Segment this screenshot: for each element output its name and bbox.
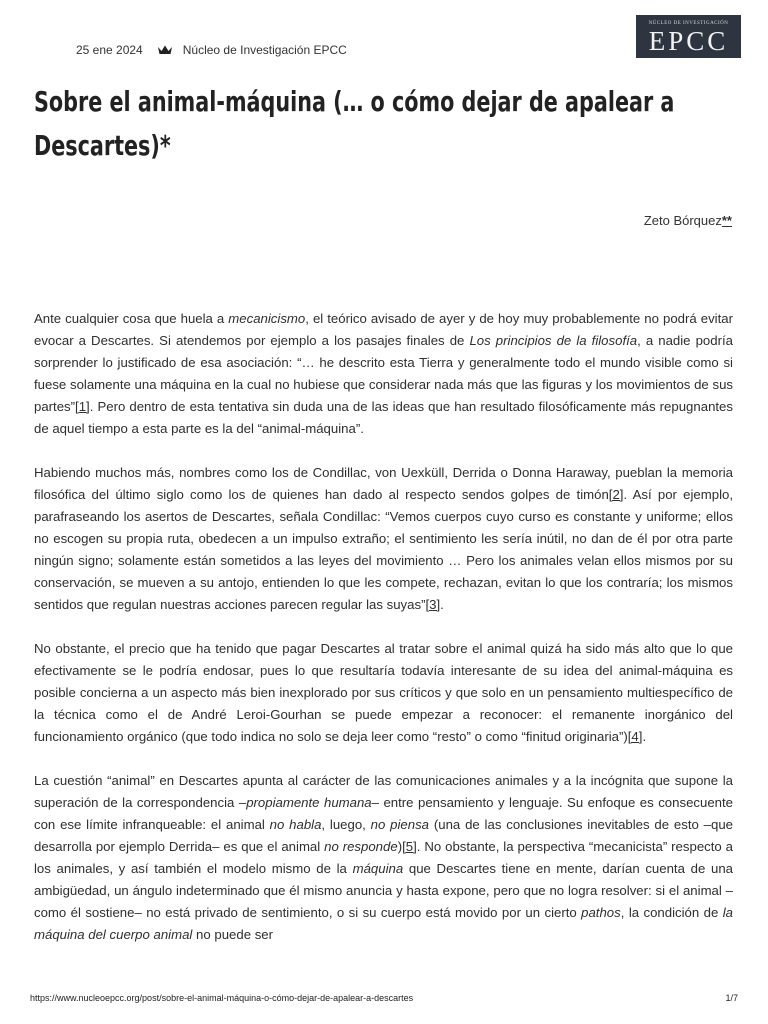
print-footer xyxy=(30,993,738,1003)
post-meta xyxy=(76,43,347,57)
article-body xyxy=(34,308,733,968)
paragraph-2 xyxy=(34,462,733,616)
footnote-link-2[interactable]: [2] xyxy=(608,487,624,502)
text-span: No obstante, el precio que ha tenido que pagar Descartes al tratar sobre el animal quizá ha sido más alto que lo que efectivamente se le podría endosar, pues lo que resultaría todavía interesante de su idea del animal-máquina es posible concierna a un aspecto más bien inexplorado por sus críticos y que solo en un pensamiento multiespecífico de la técnica como el de André Leroi-Gourhan se puede empezar a reconocer: el remanente inorgánico del funcionamiento orgánico (que todo indica no solo se deja leer como “resto” o como “finitud originaria”) xyxy=(34,641,733,744)
logo-big-text: EPCC xyxy=(648,26,729,56)
italic-text: no piensa xyxy=(370,817,430,832)
text-span: . xyxy=(642,729,647,744)
italic-text: mecanicismo xyxy=(228,311,306,326)
crown-icon xyxy=(157,44,173,56)
italic-text: la máquina del cuerpo animal xyxy=(34,905,733,942)
author-name: Zeto Bórquez xyxy=(643,213,722,228)
text-span: entre pensamiento y lenguaje. Su enfoque es consecuente con ese límite infranqueable: el animal xyxy=(34,795,733,832)
text-span: . Pero dentro de esta tentativa sin duda una de las ideas que han resultado filosóficamente más repugnantes de aquel tiempo a esta parte es la del “animal-máquina”. xyxy=(34,399,733,436)
publisher-link[interactable]: Núcleo de Investigación EPCC xyxy=(182,43,347,57)
page-url: https://www.nucleoepcc.org/post/sobre-el-animal-máquina-o-cómo-dejar-de-apalear-a-descartes xyxy=(30,993,414,1003)
paragraph-3 xyxy=(34,638,733,748)
footnote-link-3[interactable]: [3] xyxy=(425,597,441,612)
page-number: 1/7 xyxy=(725,993,738,1003)
footnote-link-1[interactable]: [1] xyxy=(75,399,90,414)
text-span: que Descartes tiene en mente, darían cuenta de una ambigüedad, un ángulo indeterminado que él mismo anuncia y hasta expone, pero que no logra resolver: si el animal –como él sostiene– no está privado de sentimiento, o si su cuerpo está movido por un cierto xyxy=(34,861,733,920)
text-span: (una de las conclusiones inevitables de esto –que desarrolla por ejemplo Derrida– es que el animal xyxy=(34,817,733,854)
page-title: Sobre el animal-máquina (… o cómo dejar de apalear a Descartes)* xyxy=(34,85,675,162)
text-span: ) xyxy=(397,839,403,854)
text-span: . Así por ejemplo, parafraseando los asertos de Descartes, señala Condillac: “Vemos cuerpos cuyo curso es constante y uniforme; ellos no escogen su propia ruta, obedecen a un impulso extraño; el sentimiento les sería inútil, no dan de él por otra parte ningún signo; solamente están sometidos a las leyes del movimiento … Pero los animales velan ellos mismos por su conservación, se mueven a su antojo, entienden lo que les compete, rechazan, evitan lo que los contraría; los mismos sentidos que regulan nuestras acciones parecen regular las suyas” xyxy=(34,487,733,612)
text-span: La cuestión “animal” en Descartes apunta al carácter de las comunicaciones animales y a la incógnita que supone la superación de la correspondencia xyxy=(34,773,733,810)
text-span: Ante cualquier cosa que huela a xyxy=(34,311,229,326)
text-span: Habiendo muchos más, nombres como los de Condillac, von Uexküll, Derrida o Donna Haraway, pueblan la memoria filosófica del último siglo como los de quienes han dado al respecto sendos golpes de timón xyxy=(34,465,733,502)
text-span: , la condición de xyxy=(620,905,723,920)
post-date: 25 ene 2024 xyxy=(76,43,143,57)
author-footnote-link[interactable]: ** xyxy=(721,213,732,228)
author-line xyxy=(644,213,732,228)
footnote-link-4[interactable]: [4] xyxy=(627,729,643,744)
paragraph-1 xyxy=(34,308,733,440)
paragraph-4 xyxy=(34,770,733,946)
epcc-logo[interactable] xyxy=(636,15,741,58)
text-span: , a nadie podría sorprender lo justificado de esa asociación: “… he descrito esta Tierra y generalmente todo el mundo visible como si fuese solamente una máquina en la cual no hubiese que considerar nada más que las figuras y los movimientos de sus partes” xyxy=(34,333,733,414)
text-span: , luego, xyxy=(321,817,371,832)
italic-text: no habla xyxy=(269,817,322,832)
italic-text: pathos xyxy=(581,905,621,920)
text-span: . xyxy=(440,597,444,612)
italic-text: máquina xyxy=(352,861,404,876)
italic-text: no responde xyxy=(324,839,398,854)
text-span: . No obstante, la perspectiva “mecanicista” respecto a los animales, y así también el modelo mismo de la xyxy=(34,839,733,876)
text-span: , el teórico avisado de ayer y de hoy muy probablemente no podrá evitar evocar a Descartes. Si atendemos por ejemplo a los pasajes finales de xyxy=(34,311,733,348)
text-span: no puede ser xyxy=(192,927,274,942)
italic-text: –propiamente humana– xyxy=(238,795,379,810)
logo-small-text: NÚCLEO DE INVESTIGACIÓN xyxy=(648,21,729,26)
italic-text: Los principios de la filosofía xyxy=(469,333,638,348)
footnote-link-5[interactable]: [5] xyxy=(402,839,417,854)
